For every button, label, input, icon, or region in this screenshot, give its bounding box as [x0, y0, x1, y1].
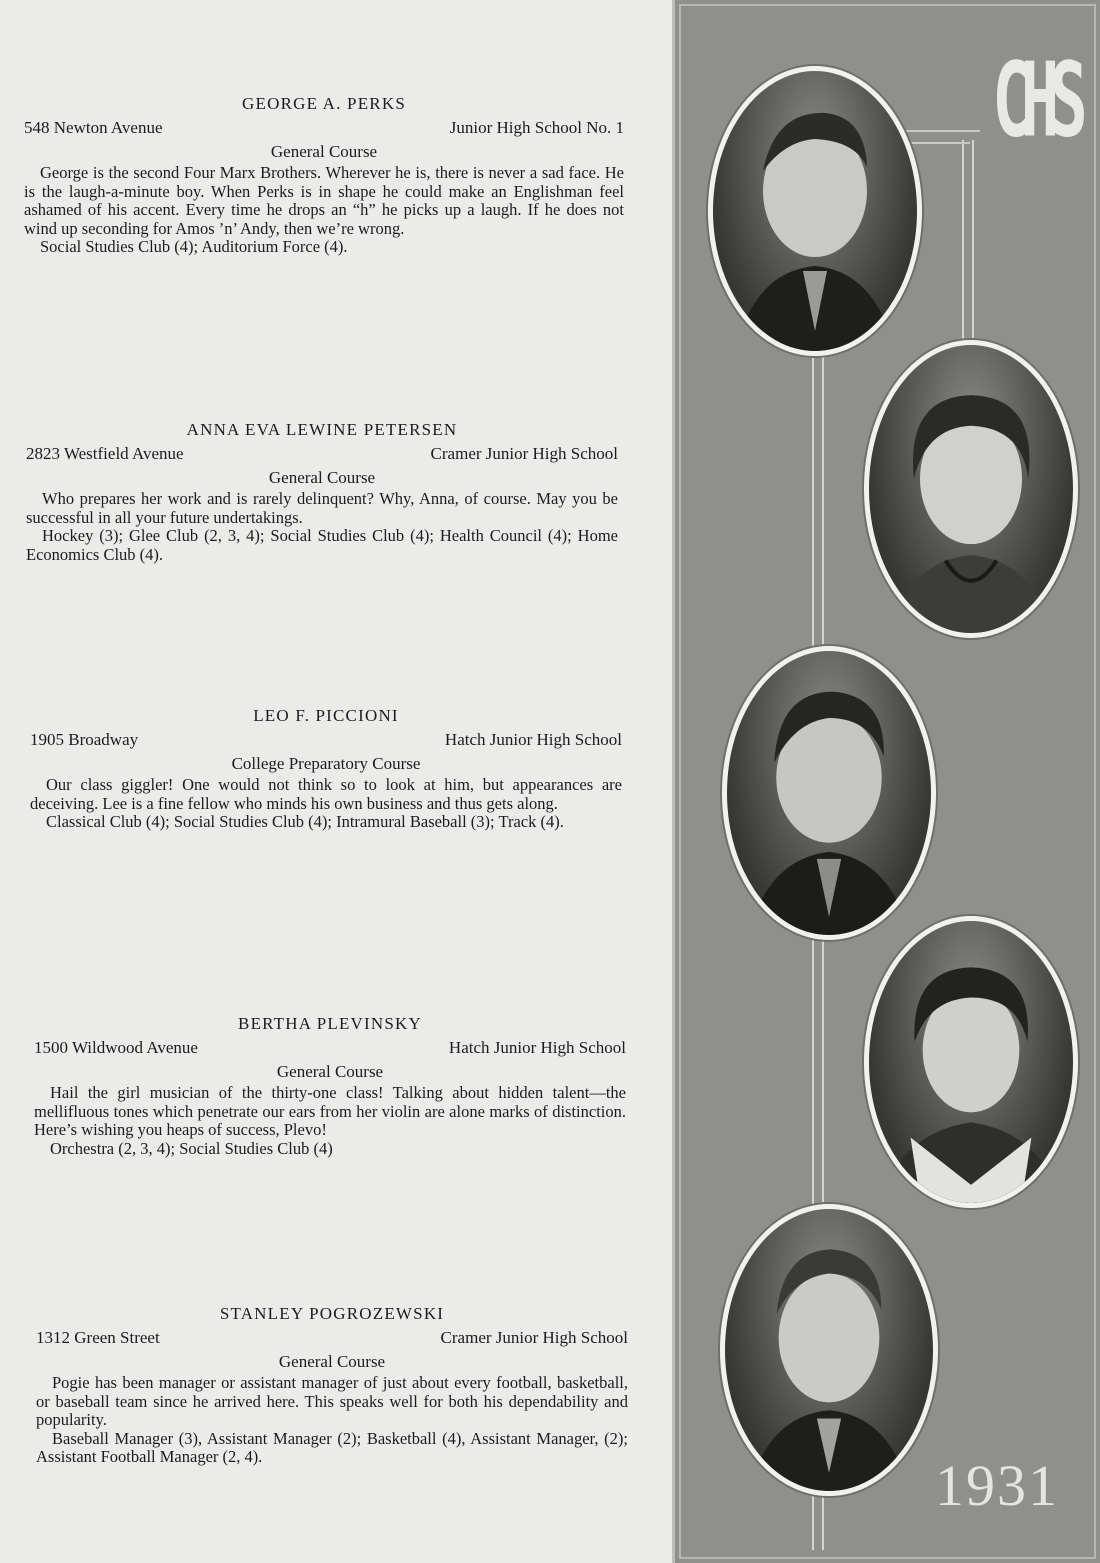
- portrait-photo-piccioni: [722, 646, 936, 940]
- student-entry-petersen: [26, 420, 618, 564]
- chs-monogram: CHS: [992, 42, 1078, 162]
- portrait-photo-plevinsky: [864, 916, 1078, 1208]
- student-name: LEO F. PICCIONI: [253, 706, 399, 725]
- portrait-photo-pogrozewski: [720, 1204, 938, 1496]
- panel-frame: [900, 130, 980, 132]
- yearbook-year: 1931: [935, 1453, 1059, 1518]
- student-bio: George is the second Four Marx Brothers. Wherever he is, there is never a sad face. He is the laugh-a-minute boy. When Perks is in shape he could make an Englishman feel ashamed of his accent. Every time he drops an “h” he picks up a laugh. If he does not wind up seconding for Amos ’n’ Andy, then we’re wrong.: [24, 163, 624, 238]
- student-entry-piccioni: [30, 706, 622, 832]
- student-course: College Preparatory Course: [231, 754, 421, 773]
- student-address: 1905 Broadway: [30, 730, 139, 749]
- student-activities: Social Studies Club (4); Auditorium Force (4).: [40, 237, 348, 256]
- student-course: General Course: [278, 1352, 386, 1371]
- panel-rail: [972, 140, 974, 370]
- student-school: Hatch Junior High School: [444, 730, 622, 749]
- student-activities: Classical Club (4); Social Studies Club (4); Intramural Baseball (3); Track (4).: [46, 812, 564, 831]
- student-entry-plevinsky: [34, 1014, 626, 1158]
- student-bio: Our class giggler! One would not think so to look at him, but appearances are deceiving. Lee is a fine fellow who minds his own business and thus gets along.: [30, 775, 622, 813]
- student-bio: Hail the girl musician of the thirty-one class! Talking about hidden talent—the mellifluous tones which penetrate our ears from her violin are alone marks of distinction. Here’s wishing you heaps of success, Plevo!: [34, 1083, 626, 1139]
- student-address: 1312 Green Street: [36, 1328, 160, 1347]
- student-name: BERTHA PLEVINSKY: [238, 1014, 422, 1033]
- student-name: ANNA EVA LEWINE PETERSEN: [186, 420, 458, 439]
- student-school: Cramer Junior High School: [440, 1328, 628, 1347]
- student-entry-perks: [24, 94, 624, 257]
- student-activities: Orchestra (2, 3, 4); Social Studies Club (4): [50, 1138, 333, 1158]
- student-school: Junior High School No. 1: [449, 118, 624, 137]
- panel-rail: [962, 140, 964, 370]
- student-address: 2823 Westfield Avenue: [26, 444, 184, 463]
- person-silhouette-icon: [869, 921, 1073, 1203]
- student-address: 548 Newton Avenue: [24, 118, 163, 137]
- student-activities: Hockey (3); Glee Club (2, 3, 4); Social Studies Club (4); Health Council (4); Home Economics Club (4).: [26, 526, 618, 564]
- student-entry-pogrozewski: [36, 1304, 628, 1467]
- portrait-photo-perks: [708, 66, 922, 356]
- person-silhouette-icon: [725, 1209, 933, 1491]
- student-bio: Pogie has been manager or assistant manager of just about every football, basketball, or baseball team since he arrived here. This speaks well for both his dependability and popularity.: [36, 1373, 628, 1429]
- person-silhouette-icon: [713, 71, 917, 351]
- student-school: Cramer Junior High School: [430, 444, 618, 463]
- person-silhouette-icon: [727, 651, 931, 935]
- panel-frame: [900, 142, 970, 144]
- student-name: GEORGE A. PERKS: [242, 94, 406, 113]
- student-bio: Who prepares her work and is rarely delinquent? Why, Anna, of course. May you be successful in all your future undertakings.: [26, 489, 618, 527]
- student-name: STANLEY POGROZEWSKI: [219, 1304, 445, 1323]
- student-course: General Course: [276, 1062, 384, 1081]
- portrait-photo-petersen: [864, 340, 1078, 638]
- student-address: 1500 Wildwood Avenue: [34, 1038, 198, 1057]
- student-course: General Course: [270, 142, 378, 161]
- student-course: General Course: [268, 468, 376, 487]
- person-silhouette-icon: [869, 345, 1073, 633]
- student-school: Hatch Junior High School: [448, 1038, 626, 1057]
- student-activities: Baseball Manager (3), Assistant Manager (2); Basketball (4), Assistant Manager, (2); Assistant Football Manager (2, 4).: [36, 1428, 628, 1466]
